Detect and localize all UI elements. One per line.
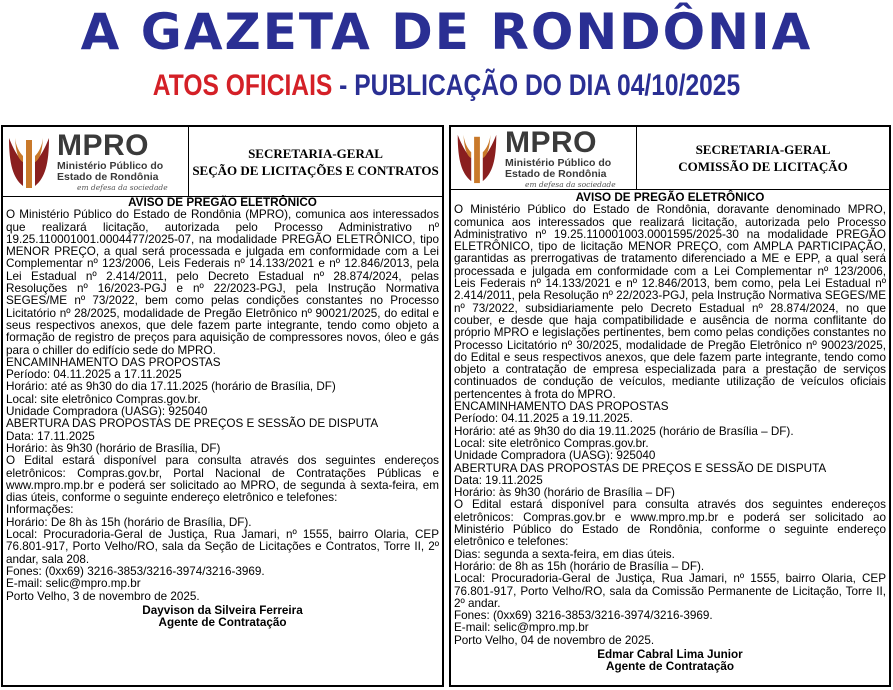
text-line: Porto Velho, 04 de novembro de 2025. [454, 633, 655, 647]
text-line: ENCAMINHAMENTO DAS PROPOSTAS [6, 355, 221, 369]
text-line: Horário: De 8h às 15h (horário de Brasília, DF). [6, 515, 252, 529]
text-line: ABERTURA DAS PROPOSTAS DE PREÇOS E SESSÃO DE DISPUTA [454, 461, 827, 475]
text-line: Dias: segunda a sexta-feira, em dias úteis. [454, 547, 675, 561]
dept-line-2: COMISSÃO DE LICITAÇÃO [678, 159, 848, 174]
publication-date: PUBLICAÇÃO DO DIA 04/10/2025 [354, 69, 741, 102]
signer-name: Edmar Cabral Lima Junior [597, 647, 743, 661]
logo-line-2: Estado de Rondônia [57, 171, 159, 183]
text-line: ENCAMINHAMENTO DAS PROPOSTAS [454, 400, 669, 414]
text-line: Local: site eletrônico Compras.gov.br. [454, 436, 649, 450]
text-line: Horário: de 8h as 15h (horário de Brasília – DF). [454, 559, 705, 573]
text-line: ABERTURA DAS PROPOSTAS DE PREÇOS E SESSÃO DE DISPUTA [6, 417, 379, 431]
text-line: Período: 04.11.2025 a 19.11.2025. [454, 412, 633, 426]
mpro-logo [451, 127, 637, 189]
dept-line-1: SECRETARIA-GERAL [695, 142, 831, 157]
logo-wordmark: MPRO [505, 125, 597, 159]
text-line: Horário: às 9h30 (horário de Brasília, DF) [6, 441, 221, 455]
notice-body [451, 190, 889, 674]
logo-line-1: Ministério Público do [505, 156, 612, 169]
notice-heading: AVISO DE PREGÃO ELETRÔNICO [128, 196, 317, 209]
text-line: Porto Velho, 3 de novembro de 2025. [6, 589, 200, 603]
logo-wordmark: MPRO [57, 129, 149, 162]
text-line: Unidade Compradora (UASG): 925040 [454, 449, 656, 463]
logo-tagline: em defesa da sociedade [77, 183, 168, 192]
notice-header [451, 127, 889, 190]
text-line: Fones: (0xx69) 3216-3853/3216-3974/3216-3969. [6, 564, 265, 578]
text-line: Horário: até as 9h30 do dia 17.11.2025 (horário de Brasília, DF) [6, 380, 336, 394]
logo-tagline: em defesa da sociedade [525, 179, 616, 189]
signer-role: Agente de Contratação [606, 660, 734, 674]
text-line: E-mail: selic@mpro.mp.br [454, 621, 589, 635]
availability-paragraph: O Edital estará disponível para consulta através dos seguintes endereços eletrônicos: Compras.gov.br e www.mpro.mp.br e poderá ser solicitado ao Ministério Público do Estado de Rondônia, conforme o seguinte endereço eletrônico e telefones: [454, 498, 886, 549]
text-line: Unidade Compradora (UASG): 925040 [6, 405, 208, 419]
mpro-emblem-icon [7, 134, 51, 190]
signer-role: Agente de Contratação [158, 616, 287, 630]
text-line: Data: 17.11.2025 [6, 429, 95, 443]
text-line: Data: 19.11.2025 [454, 473, 543, 487]
logo-line-1: Ministério Público do [57, 160, 164, 172]
section-label: ATOS OFICIAIS [152, 69, 333, 102]
address-paragraph: Local: Procuradoria-Geral de Justiça, Rua Jamari, nº 1555, bairro Olaria, CEP 76.801-917, Porto Velho/RO, sala da Seção de Licitações e Contratos, Torre II, 2º andar, sala 208. [6, 528, 439, 566]
text-line: Período: 04.11.2025 a 17.11.2025 [6, 368, 182, 382]
mpro-emblem-icon [455, 131, 499, 185]
subhead-separator: - [339, 69, 348, 102]
text-line: Fones: (0xx69) 3216-3853/3216-3974/3216-3969. [454, 609, 713, 623]
department [637, 127, 889, 189]
department [189, 127, 442, 196]
logo-line-2: Estado de Rondônia [505, 167, 607, 180]
notice-comissao-licitacao [449, 125, 891, 687]
text-line: E-mail: selic@mpro.mp.br [6, 577, 141, 591]
address-paragraph: Local: Procuradoria-Geral de Justiça, Rua Jamari, nº 1555, bairro Olaria, CEP 76.801-917, Porto Velho/RO, sala da Comissão Permanente de Licitação, Torre II, 2º andar. [454, 572, 886, 610]
masthead-title: A GAZETA DE RONDÔNIA [80, 3, 813, 61]
notice-body [3, 197, 442, 629]
dept-line-1: SECRETARIA-GERAL [248, 145, 383, 161]
text-line: Local: site eletrônico Compras.gov.br. [6, 392, 201, 406]
signer-name: Dayvison da Silveira Ferreira [142, 603, 303, 617]
notice-paragraph: O Ministério Público do Estado de Rondônia (MPRO), comunica aos interessados que realizará licitação, autorizada pelo Processo Administrativo nº 19.25.110001001.0004477/2025-07, na modalidade PREGÃO ELETRÔNICO, tipo MENOR PREÇO, a qual será processada e julgada em conformidade com a Lei Complementar nº 123/2006, Leis Federais nº 14.133/2021 e nº 12.846/2013, pela Lei Estadual nº 2.414/2011, pelo Decreto Estadual nº 28.874/2024, pelas Resoluções nº 16/2023-PGJ e nº 22/2023-PGJ, pela Instrução Normativa SEGES/ME nº 73/2022, bem como pelas condições constantes no Processo Licitatório nº 28/2025, modalidade de Pregão Eletrônico nº 90021/2025, do edital e seus respectivos anexos, que dele fazem parte integrante, tendo como objeto a formação de registro de preços para aquisição de compressores novos, óleo e gás para o chiller do edifício sede do MPRO. [6, 208, 439, 357]
notice-header [3, 127, 442, 197]
text-line: Horário: às 9h30 (horário de Brasília – DF) [454, 486, 675, 500]
availability-paragraph: O Edital estará disponível para consulta através dos seguintes endereços eletrônicos: Compras.gov.br, Portal Nacional de Contratações Públicas e www.mpro.mp.br e poderá ser solicitado ao MPRO, de segunda à sexta-feira, em dias úteis, conforme o seguinte endereço eletrônico e telefones: [6, 454, 439, 505]
notice-licitacoes-contratos [1, 125, 444, 687]
notice-paragraph: O Ministério Público do Estado de Rondônia, doravante denominado MPRO, comunica aos interessados que realizará licitação, autorizada pelo Processo Administrativo nº 19.25.110001003.0001595/2025-30 na modalidade PREGÃO ELETRÔNICO, tipo de licitação MENOR PREÇO, com AMPLA PARTICIPAÇÃO, garantidas as prerrogativas de tratamento diferenciado a ME e EPP, a qual será processada e julgada em conformidade com a Lei Complementar nº 123/2006, Leis Federais nº 14.133/2021 e nº 12.846/2013, bem como, pela Lei Estadual nº 2.414/2011, pela Resolução nº 22/2023-PGJ, pela Instrução Normativa SEGES/ME nº 73/2022, subsidiariamente pelo Decreto Estadual nº 28.874/2024, no que couber, e desde que haja compatibilidade e ausência de norma conflitante do próprio MPRO e legislações pertinentes, bem como pelas condições constantes no Processo Licitatório nº 30/2025, modalidade de Pregão Eletrônico nº 90023/2025, do Edital e seus respectivos anexos, que dele fazem parte integrante, tendo como objeto a contratação de empresa especializada para a prestação de serviços continuados de condução de veículos, mediante utilização de veículos oficiais pertencentes à frota do MPRO. [454, 203, 886, 401]
dept-line-2: SEÇÃO DE LICITAÇÕES E CONTRATOS [192, 162, 439, 178]
text-line: Horário: até as 9h30 do dia 19.11.2025 (horário de Brasília – DF). [454, 424, 794, 438]
text-line: Informações: [6, 503, 74, 517]
mpro-logo [3, 127, 189, 196]
notice-heading: AVISO DE PREGÃO ELETRÔNICO [575, 191, 765, 204]
publication-subhead [80, 64, 812, 108]
